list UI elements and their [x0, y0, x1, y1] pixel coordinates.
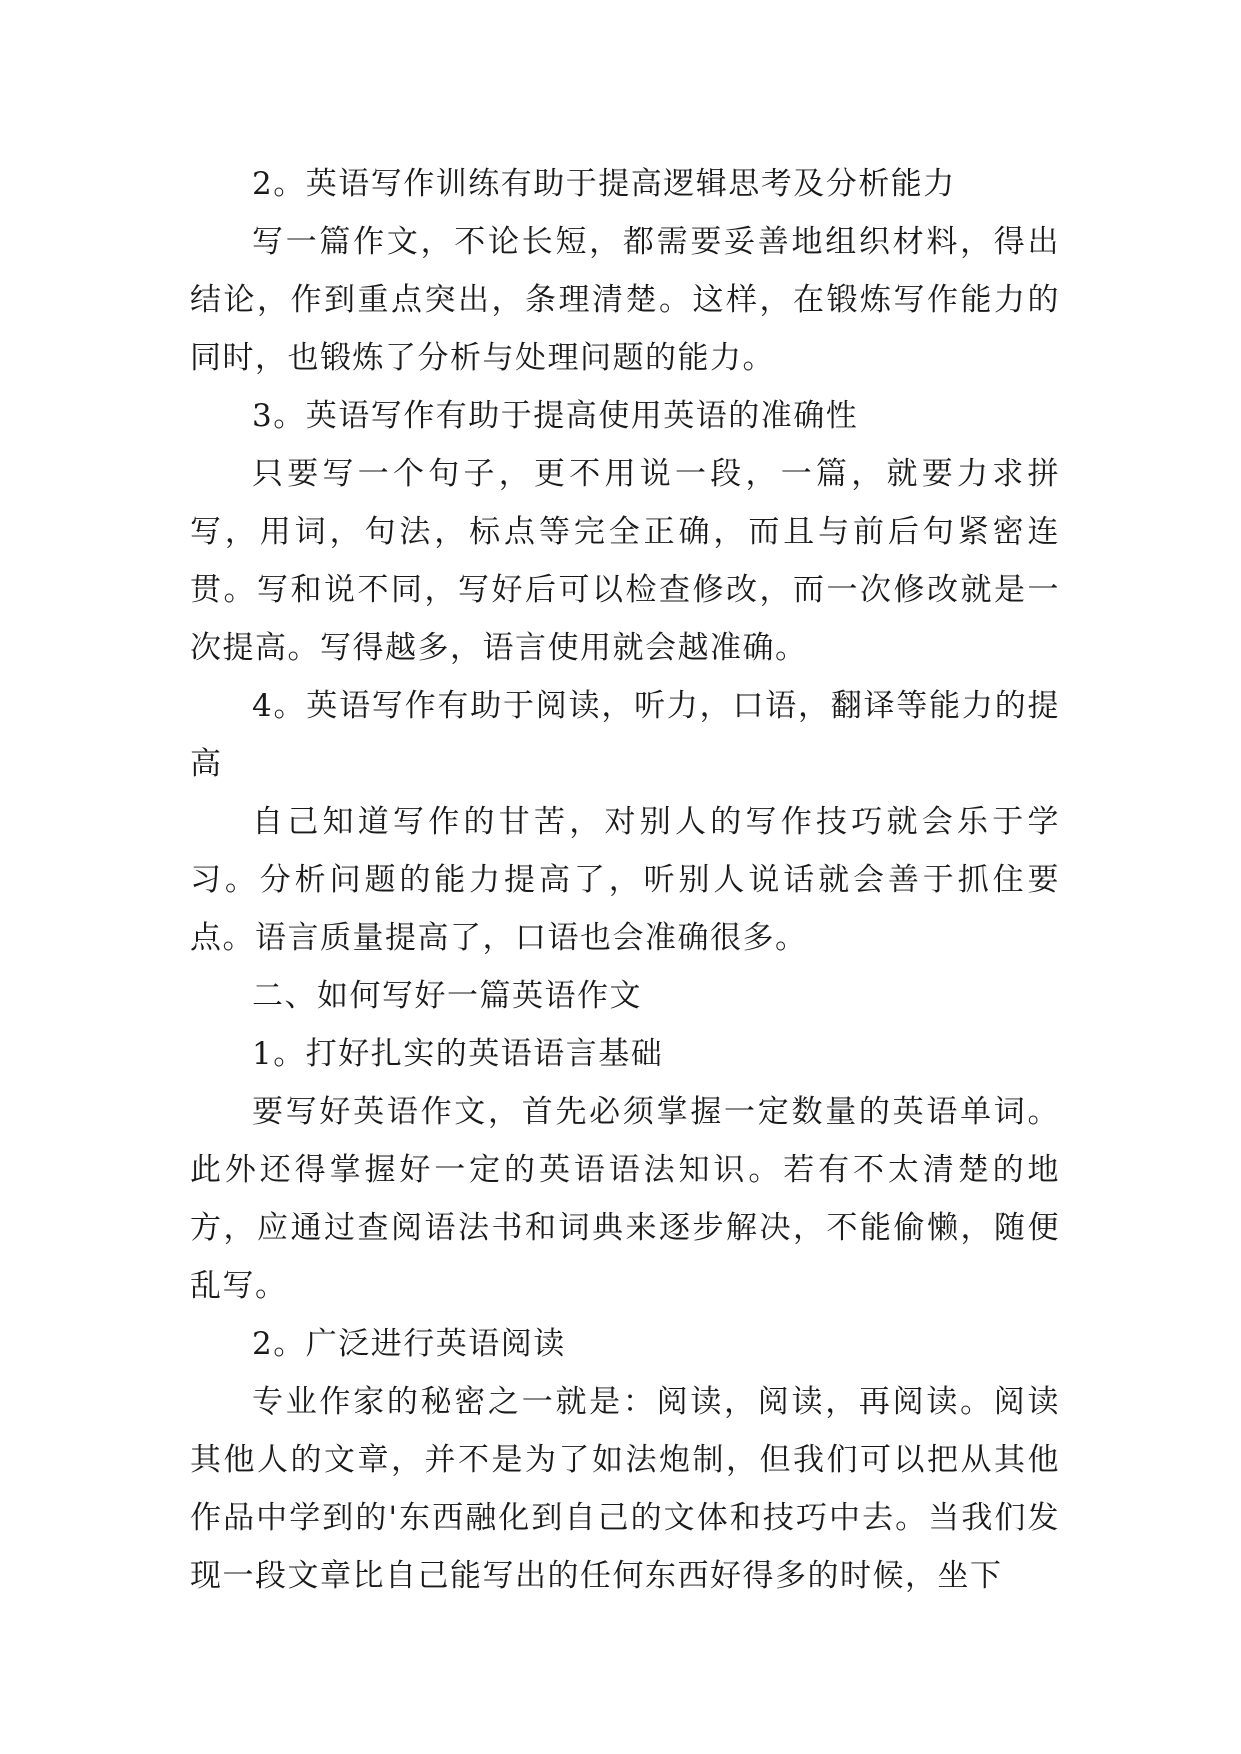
paragraph: 只要写一个句子，更不用说一段，一篇，就要力求拼写，用词，句法，标点等完全正确，而且与前后句紧密连贯。写和说不同，写好后可以检查修改，而一次修改就是一次提高。写得越多，语言使用就会越准确。: [190, 456, 1060, 666]
paragraph: 要写好英语作文，首先必须掌握一定数量的英语单词。此外还得掌握好一定的英语语法知识。若有不太清楚的地方，应通过查阅语法书和词典来逐步解决，不能偷懒，随便乱写。: [190, 1094, 1060, 1304]
subheading-writing-logic: 2。英语写作训练有助于提高逻辑思考及分析能力: [252, 166, 956, 202]
paragraph: 自己知道写作的甘苦，对别人的写作技巧就会乐于学习。分析问题的能力提高了，听别人说话就会善于抓住要点。语言质量提高了，口语也会准确很多。: [190, 804, 1060, 956]
subheading-language-foundation: 1。打好扎实的英语语言基础: [252, 1036, 664, 1072]
subheading-writing-other-skills: 4。英语写作有助于阅读，听力，口语，翻译等能力的提高: [190, 688, 1060, 782]
document-body: [190, 155, 1060, 1605]
paragraph: 专业作家的秘密之一就是：阅读，阅读，再阅读。阅读其他人的文章，并不是为了如法炮制，但我们可以把从其他作品中学到的'东西融化到自己的文体和技巧中去。当我们发现一段文章比自己能写出的任何东西好得多的时候，坐下: [190, 1384, 1060, 1594]
subheading-extensive-reading: 2。广泛进行英语阅读: [252, 1326, 566, 1362]
section-heading-how-to-write: 二、如何写好一篇英语作文: [252, 978, 642, 1014]
paragraph: 写一篇作文，不论长短，都需要妥善地组织材料，得出结论，作到重点突出，条理清楚。这样，在锻炼写作能力的同时，也锻炼了分析与处理问题的能力。: [190, 224, 1060, 376]
subheading-writing-accuracy: 3。英语写作有助于提高使用英语的准确性: [252, 398, 859, 434]
